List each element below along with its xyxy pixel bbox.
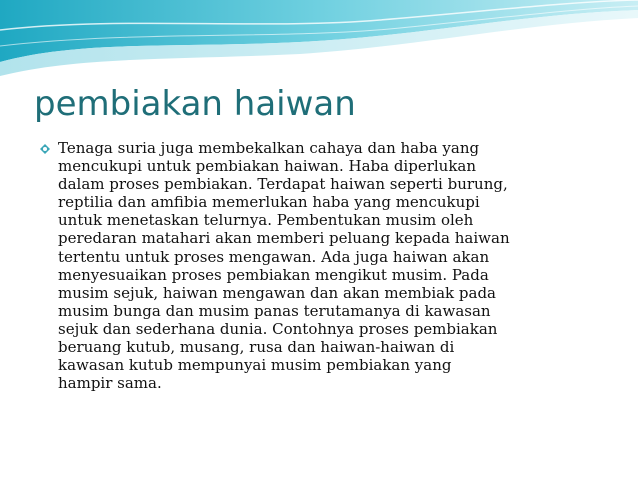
header-wave-decoration xyxy=(0,0,638,80)
slide-body xyxy=(40,139,620,392)
paragraph-line: Tenaga suria juga membekalkan cahaya dan haba yang xyxy=(58,139,480,157)
paragraph-line: menyesuaikan proses pembiakan mengikut musim. Pada xyxy=(58,265,489,284)
paragraph-line: peredaran matahari akan memberi peluang kepada haiwan xyxy=(58,229,510,248)
bullet-icon xyxy=(40,144,50,154)
paragraph-line: hampir sama. xyxy=(58,374,162,393)
paragraph-line: musim bunga dan musim panas terutamanya di kawasan xyxy=(58,301,491,320)
paragraph-line: mencukupi untuk pembiakan haiwan. Haba diperlukan xyxy=(58,157,477,176)
paragraph-line: kawasan kutub mempunyai musim pembiakan yang xyxy=(58,356,452,375)
paragraph-line: beruang kutub, musang, rusa dan haiwan-haiwan di xyxy=(58,338,455,357)
paragraph-line: dalam proses pembiakan. Terdapat haiwan seperti burung, xyxy=(58,175,508,194)
slide-title: pembiakan haiwan xyxy=(34,84,356,124)
paragraph-line: musim sejuk, haiwan mengawan dan akan membiak pada xyxy=(58,283,497,302)
paragraph-line: untuk menetaskan telurnya. Pembentukan musim oleh xyxy=(58,211,474,230)
paragraph-line: sejuk dan sederhana dunia. Contohnya proses pembiakan xyxy=(58,319,498,338)
paragraph-line: tertentu untuk proses mengawan. Ada juga haiwan akan xyxy=(58,247,490,266)
bullet-paragraph xyxy=(58,139,620,392)
paragraph-line: reptilia dan amfibia memerlukan haba yang mencukupi xyxy=(58,193,480,212)
